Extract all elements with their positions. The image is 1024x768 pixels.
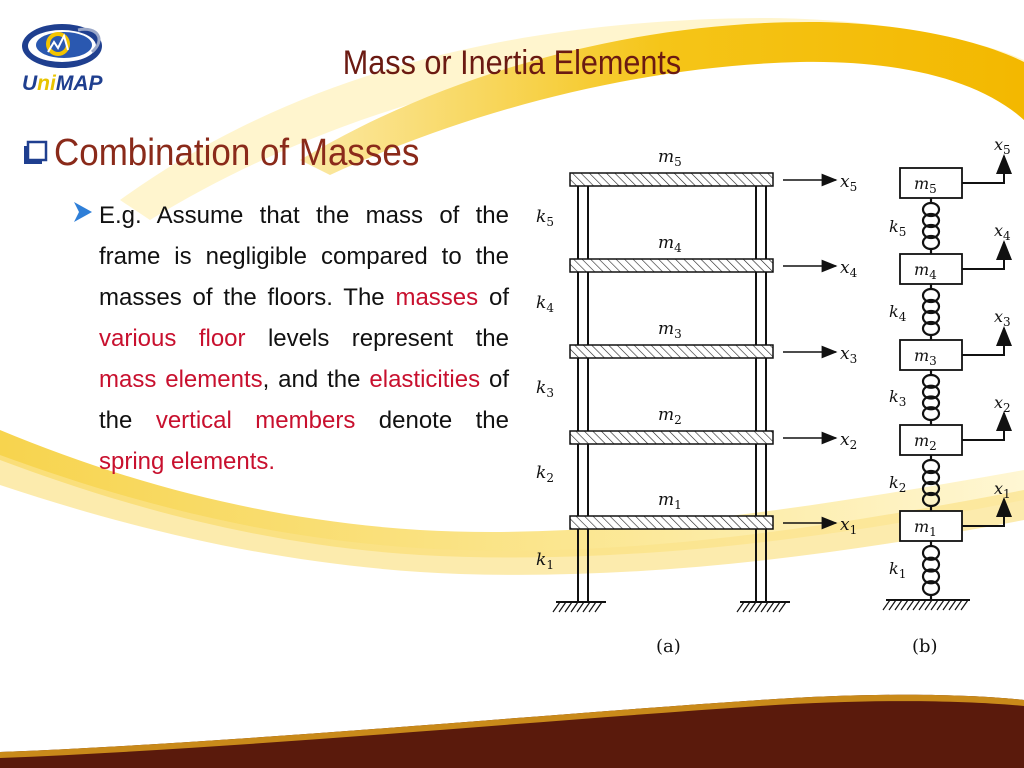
spring-label: $k_4$ xyxy=(889,302,907,324)
mass-label: $m_5$ xyxy=(914,174,937,196)
displacement-label: $x_4$ xyxy=(994,221,1011,243)
mass-label: $m_5$ xyxy=(658,147,682,169)
displacement-label: $x_5$ xyxy=(840,172,858,194)
displacement-label: $x_3$ xyxy=(840,344,858,366)
arrow-icon xyxy=(962,413,1004,440)
slide-title: Mass or Inertia Elements xyxy=(342,44,682,82)
para-highlight: spring elements. xyxy=(99,448,276,475)
para-seg: denote the xyxy=(355,407,510,434)
para-highlight: mass elements xyxy=(99,366,263,393)
logo-text: UniMAP xyxy=(22,72,103,95)
floor-slab xyxy=(570,259,773,272)
spring-label: $k_1$ xyxy=(889,559,907,581)
displacement-label: $x_1$ xyxy=(994,479,1011,501)
mass-label: $m_2$ xyxy=(914,431,937,453)
displacement-label: $x_2$ xyxy=(994,393,1011,415)
para-highlight: various floor xyxy=(99,325,246,352)
floor-slab xyxy=(570,345,773,358)
spring-label: $k_1$ xyxy=(536,550,554,572)
para-highlight: elasticities xyxy=(369,366,481,393)
spring-label: $k_3$ xyxy=(536,378,554,400)
spring-label: $k_4$ xyxy=(536,293,554,315)
spring-label: $k_3$ xyxy=(889,387,907,409)
arrow-icon xyxy=(962,156,1004,183)
mass-label: $m_3$ xyxy=(914,346,937,368)
frame-diagram xyxy=(553,173,836,612)
mass-label: $m_2$ xyxy=(658,405,682,427)
figure-caption: (a) xyxy=(656,636,681,657)
mass-label: $m_4$ xyxy=(658,233,682,255)
para-seg: of the xyxy=(99,366,510,434)
floor-slab xyxy=(570,173,773,186)
displacement-label: $x_4$ xyxy=(840,258,858,280)
para-highlight: masses xyxy=(395,284,479,311)
floor-slab xyxy=(570,431,773,444)
displacement-label: $x_2$ xyxy=(840,430,858,452)
spring-label: $k_2$ xyxy=(536,463,554,485)
para-highlight: vertical members xyxy=(155,407,356,434)
displacement-label: $x_1$ xyxy=(840,515,858,537)
floor-slab xyxy=(570,516,773,529)
mass-label: $m_1$ xyxy=(658,490,682,512)
para-seg: E.g. Assume that the mass of the frame is negligible compared to the masses of the floors. The xyxy=(99,202,509,311)
spring-label: $k_5$ xyxy=(536,207,554,229)
arrow-icon xyxy=(962,242,1004,269)
displacement-label: $x_5$ xyxy=(994,135,1011,157)
para-seg: , and the xyxy=(262,366,370,393)
mass-label: $m_4$ xyxy=(914,260,937,282)
displacement-label: $x_3$ xyxy=(994,307,1011,329)
arrow-icon xyxy=(962,328,1004,355)
mass-label: $m_3$ xyxy=(658,319,682,341)
figure-caption: (b) xyxy=(912,636,938,657)
para-seg: levels represent the xyxy=(245,325,509,352)
spring-label: $k_5$ xyxy=(889,217,907,239)
arrow-icon xyxy=(962,499,1004,526)
page-number: 50 xyxy=(62,726,77,741)
spring-label: $k_2$ xyxy=(889,473,907,495)
mass-label: $m_1$ xyxy=(914,517,937,539)
section-heading: Combination of Masses xyxy=(54,132,420,174)
para-seg: of xyxy=(478,284,509,311)
